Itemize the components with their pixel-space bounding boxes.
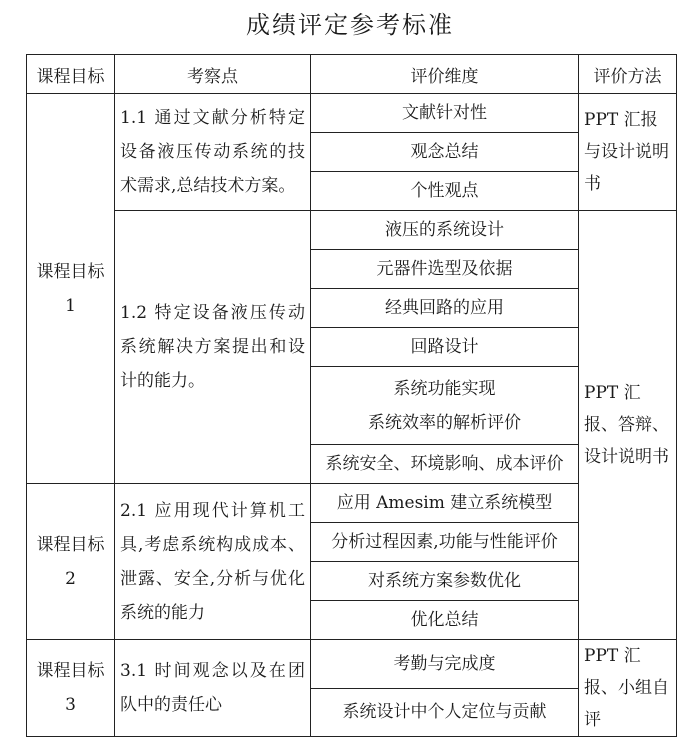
point-cell: 1.2 特定设备液压传动系统解决方案提出和设计的能力。: [115, 211, 311, 484]
point-cell: 3.1 时间观念以及在团队中的责任心: [115, 640, 311, 737]
table-row: [27, 640, 677, 689]
method-cell: PPT 汇报与设计说明书: [579, 94, 677, 211]
table-row: [27, 94, 677, 133]
goal-cell: [27, 94, 115, 484]
dimension-cell: 系统设计中个人定位与贡献: [311, 688, 579, 737]
goal-cell: [27, 484, 115, 640]
goal-cell: [27, 640, 115, 737]
dimension-cell: 液压的系统设计: [311, 211, 579, 250]
page-title: 成绩评定参考标准: [246, 11, 454, 39]
header-point: 考察点: [115, 55, 311, 94]
dimension-cell: 对系统方案参数优化: [311, 562, 579, 601]
goal-label: 课程目标: [36, 661, 105, 681]
header-dimension: 评价维度: [311, 55, 579, 94]
dimension-cell: 分析过程因素,功能与性能评价: [311, 523, 579, 562]
goal-number: 1: [65, 295, 76, 316]
dimension-cell: 观念总结: [311, 133, 579, 172]
goal-number: 2: [65, 568, 76, 589]
dimension-line: 系统效率的解析评价: [368, 412, 521, 433]
table-row: [27, 211, 677, 250]
grading-table: [26, 54, 677, 737]
goal-number: 3: [65, 695, 76, 715]
dimension-cell: 文献针对性: [311, 94, 579, 133]
dimension-line: 系统功能实现: [393, 378, 496, 399]
header-row: [27, 55, 677, 94]
goal-label: 课程目标: [36, 261, 105, 282]
method-cell: PPT 汇报、小组自评: [579, 640, 677, 737]
header-method: 评价方法: [579, 55, 677, 94]
point-cell: 2.1 应用现代计算机工具,考虑系统构成成本、泄露、安全,分析与优化系统的能力: [115, 484, 311, 640]
point-cell: 1.1 通过文献分析特定设备液压传动系统的技术需求,总结技术方案。: [115, 94, 311, 211]
dimension-cell: 系统安全、环境影响、成本评价: [311, 445, 579, 484]
dimension-cell: 应用 Amesim 建立系统模型: [311, 484, 579, 523]
method-cell: PPT 汇报、答辩、设计说明书: [579, 211, 677, 640]
dimension-cell: 考勤与完成度: [311, 640, 579, 689]
dimension-cell: 元器件选型及依据: [311, 250, 579, 289]
dimension-cell: [311, 367, 579, 445]
dimension-cell: 个性观点: [311, 172, 579, 211]
dimension-cell: 经典回路的应用: [311, 289, 579, 328]
header-goal: 课程目标: [27, 55, 115, 94]
goal-label: 课程目标: [36, 534, 105, 555]
dimension-cell: 优化总结: [311, 601, 579, 640]
dimension-cell: 回路设计: [311, 328, 579, 367]
